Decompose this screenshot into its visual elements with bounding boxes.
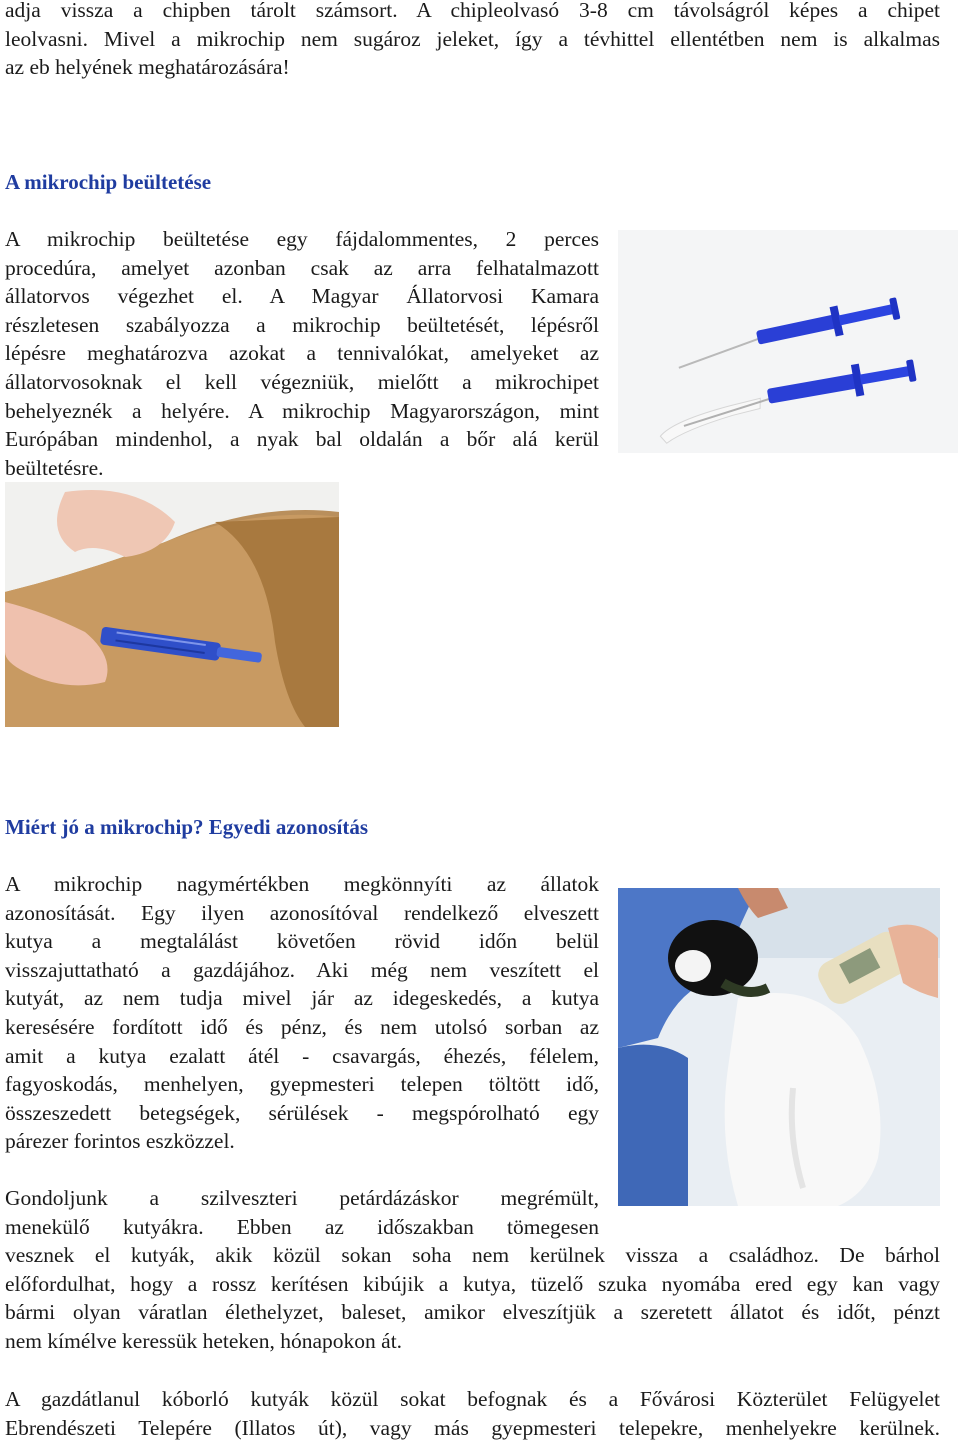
- fireworks-paragraph-wide: [5, 1241, 940, 1355]
- paragraph-line: részletesen szabályozza a mikrochip beültetését, lépésről: [5, 312, 599, 337]
- injection-image: [5, 482, 339, 727]
- stray-dogs-paragraph: [5, 1385, 940, 1442]
- syringes-image: [618, 230, 958, 453]
- implant-paragraph: [5, 225, 599, 482]
- paragraph-line: állatorvosoknak el kell végezniük, mielőtt a mikrochipet: [5, 369, 599, 394]
- section-heading-implant: A mikrochip beültetése: [5, 170, 212, 194]
- paragraph-line: menekülő kutyákra. Ebben az időszakban tömegesen: [5, 1214, 599, 1239]
- intro-paragraph: [5, 0, 940, 82]
- intro-line: adja vissza a chipben tárolt számsort. A chipleolvasó 3-8 cm távolságról képes a chipet: [5, 0, 940, 22]
- paragraph-line: Gondoljunk a szilveszteri petárdázáskor megrémült,: [5, 1186, 599, 1210]
- paragraph-line: bármi olyan váratlan élethelyzet, baleset, amikor elveszítjük a szeretett állatot és időt, pénzt: [5, 1300, 940, 1325]
- paragraph-line: procedúra, amelyet azonban csak az arra felhatalmazott: [5, 255, 599, 280]
- paragraph-line: összeszedett betegségek, sérülések - megspórolható egy: [5, 1100, 599, 1125]
- paragraph-line: A mikrochip nagymértékben megkönnyíti az állatok: [5, 872, 599, 896]
- paragraph-line: állatorvos végezhet el. A Magyar Állatorvosi Kamara: [5, 284, 599, 309]
- paragraph-line: Ebrendészeti Telepére (Illatos út), vagy más gyepmesteri telepekre, menhelyekre kerülnek.: [5, 1415, 940, 1440]
- intro-line: az eb helyének meghatározására!: [5, 55, 290, 80]
- paragraph-line: vesznek el kutyák, akik közül sokan soha nem kerülnek vissza a családhoz. De bárhol: [5, 1243, 940, 1267]
- paragraph-line: Európában mindenhol, a nyak bal oldalán a bőr alá kerül: [5, 427, 599, 452]
- paragraph-line: előfordulhat, hogy a rossz kerítésen kibújik a kutya, tüzelő szuka nyomába ered egy kan vagy: [5, 1271, 940, 1296]
- paragraph-line: nem kímélve keressük heteken, hónapokon át.: [5, 1328, 403, 1353]
- paragraph-line: párezer forintos eszközzel.: [5, 1129, 235, 1154]
- paragraph-line: behelyeznék a helyére. A mikrochip Magyarországon, mint: [5, 398, 599, 423]
- section-heading-why-chip: Miért jó a mikrochip? Egyedi azonosítás: [5, 815, 369, 839]
- scanner-image: [618, 888, 940, 1206]
- identification-paragraph: [5, 870, 599, 1156]
- paragraph-line: beültetésre.: [5, 455, 104, 480]
- paragraph-line: kutyát, az nem tudja mivel jár az idegeskedés, a kutya: [5, 986, 599, 1011]
- paragraph-line: keresésére fordított idő és pénz, és nem utolsó sorban az: [5, 1014, 599, 1039]
- paragraph-line: A gazdátlanul kóborló kutyák közül sokat befognak és a Fővárosi Közterület Felügyelet: [5, 1387, 940, 1411]
- paragraph-line: visszajuttatható a gazdájához. Aki még nem veszített el: [5, 957, 599, 982]
- paragraph-line: azonosítását. Egy ilyen azonosítóval rendelkező elveszett: [5, 900, 599, 925]
- paragraph-line: A mikrochip beültetése egy fájdalommentes, 2 perces: [5, 227, 599, 251]
- paragraph-line: kutya a megtalálást követően rövid időn belül: [5, 929, 599, 954]
- paragraph-line: lépésre meghatározva azokat a tennivalókat, amelyeket az: [5, 341, 599, 366]
- fireworks-paragraph-narrow: [5, 1184, 599, 1241]
- paragraph-line: amit a kutya ezalatt átél - csavargás, éhezés, félelem,: [5, 1043, 599, 1068]
- intro-line: leolvasni. Mivel a mikrochip nem sugároz jeleket, így a tévhittel ellentétben nem is alkalmas: [5, 26, 940, 51]
- paragraph-line: fagyoskodás, menhelyen, gyepmesteri telepen töltött idő,: [5, 1072, 599, 1097]
